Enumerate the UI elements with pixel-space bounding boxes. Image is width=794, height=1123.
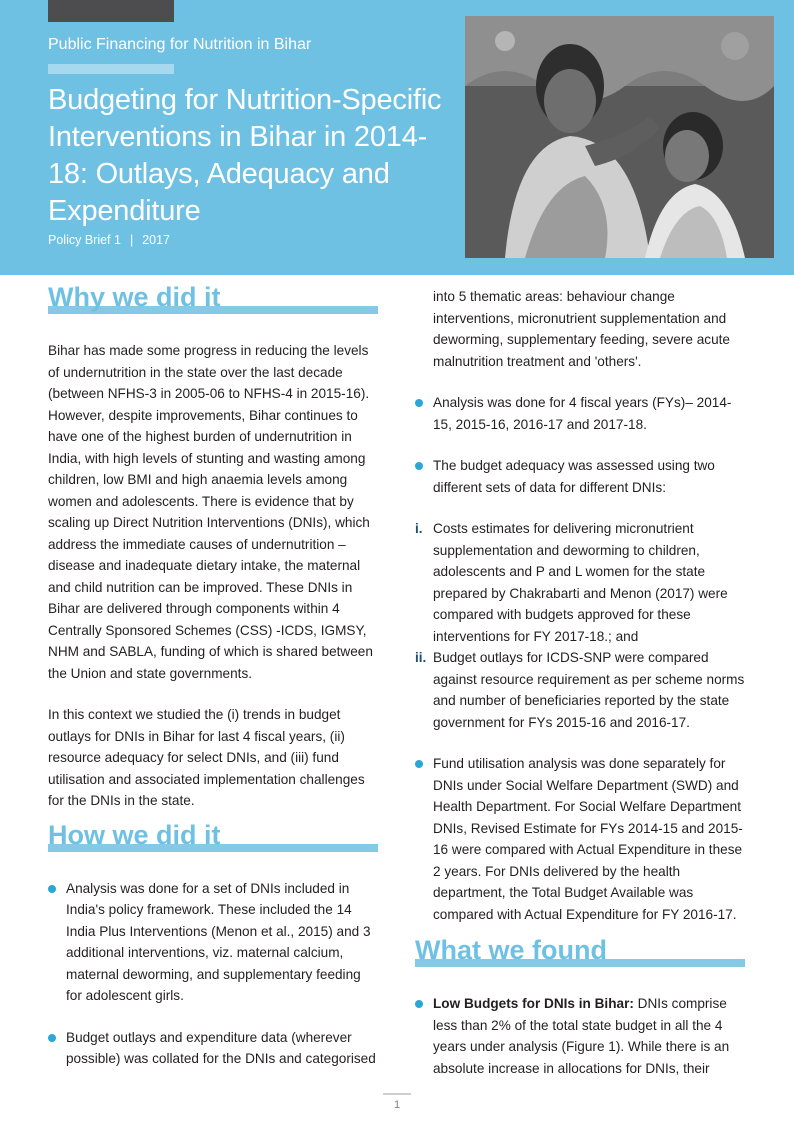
cover-photo-illustration [465, 16, 774, 258]
bullet-dot-icon [415, 760, 423, 768]
roman-item-1: Costs estimates for delivering micronutrient supplementation and deworming to children, adolescents and P and L women for the state prepared by Chakrabarti and Menon (2017) were compared with budgets approved for these interventions for FY 2017-18.; and [433, 521, 728, 644]
heading-how: How we did it [48, 819, 221, 850]
header-tab [48, 0, 174, 22]
heading-found: What we found [415, 935, 607, 965]
roman-list [415, 518, 747, 733]
cover-photo [465, 16, 774, 258]
bullet-dot-icon [415, 1000, 423, 1008]
page-number: 1 [383, 1093, 411, 1111]
header-banner [0, 0, 794, 275]
brief-label: Policy Brief 1 [48, 233, 121, 247]
meta-separator: | [129, 233, 134, 247]
list-item [415, 993, 747, 1079]
how-bullet-3: Analysis was done for 4 fiscal years (FYs)– 2014-15, 2015-16, 2016-17 and 2017-18. [433, 395, 732, 432]
bullet-dot-icon [415, 462, 423, 470]
section-why [48, 280, 380, 314]
found-bullet-1-text: DNIs comprise less than 2% of the total state budget in all the 4 years under analysis (Figure 1). While there is an absolute increase in allocations for DNIs, their [433, 996, 730, 1076]
left-column [48, 280, 380, 1070]
why-paragraph-2: In this context we studied the (i) trends in budget outlays for DNIs in Bihar for last 4 fiscal years, (ii) resource adequacy for select DNIs, and (iii) fund utilisation and associated implementation challenges for the DNIs in the state. [48, 707, 365, 808]
found-bullet-list [415, 993, 747, 1079]
bullet-dot-icon [415, 399, 423, 407]
how-bullet-1: Analysis was done for a set of DNIs included in India's policy framework. These included the 14 India Plus Interventions (Menon et al., 2015) and 3 additional interventions, viz. maternal calcium, maternal deworming, and supplementary feeding for adolescent girls. [66, 880, 371, 1003]
brief-year: 2017 [142, 233, 171, 247]
bullet-dot-icon [48, 1034, 56, 1042]
list-item-continued [415, 286, 747, 372]
right-column [415, 286, 747, 1079]
brief-meta [48, 233, 170, 247]
roman-num-2: ii. [415, 650, 427, 665]
how-bullet-2: Budget outlays and expenditure data (wherever possible) was collated for the DNIs and categorised [66, 1029, 376, 1066]
list-item [415, 392, 747, 435]
list-item [415, 753, 747, 925]
heading-why: Why we did it [48, 282, 221, 312]
why-paragraph-1: Bihar has made some progress in reducing the levels of undernutrition in the state over the last decade (between NFHS-3 in 2005-06 to NFHS-4 in 2015-16). However, despite improvements, Bihar continues to have one of the highest burden of undernutrition in India, with high levels of stunting and wasting among children, low BMI and high anaemia levels among women and adolescents. There is evidence that by scaling up Direct Nutrition Interventions (DNIs), which address the immediate causes of undernutrition – disease and inadequate dietary intake, the maternal and child nutrition can be improved. These DNIs in Bihar are delivered through components within 4 Centrally Sponsored Schemes (CSS) -ICDS, IGMSY, NHM and SABLA, funding of which is shared between the Union and state governments. [48, 343, 373, 681]
list-item [48, 878, 380, 1007]
section-found [415, 933, 747, 967]
how-bullet-list-cont [415, 392, 747, 498]
roman-num-1: i. [415, 521, 423, 536]
page-title: Budgeting for Nutrition-Specific Interventions in Bihar in 2014-18: Outlays, Adequacy and Expenditure [48, 84, 442, 227]
list-item [415, 518, 747, 647]
list-item [415, 455, 747, 498]
section-how [48, 818, 380, 852]
roman-item-2: Budget outlays for ICDS-SNP were compared against resource requirement as per scheme norms and number of beneficiaries reported by the state government for FYs 2015-16 and 2016-17. [433, 650, 745, 730]
found-bullet-1-lead: Low Budgets for DNIs in Bihar: [433, 996, 634, 1011]
list-item [415, 647, 747, 733]
series-title: Public Financing for Nutrition in Bihar [48, 36, 312, 53]
how-bullet-list [48, 878, 380, 1070]
how-bullet-2-continued: into 5 thematic areas: behaviour change interventions, micronutrient supplementation and deworming, supplementary feeding, severe acute malnutrition treatment and 'others'. [433, 289, 730, 369]
how-bullet-4: The budget adequacy was assessed using two different sets of data for different DNIs: [433, 458, 715, 495]
bullet-dot-icon [48, 885, 56, 893]
how-bullet-5: Fund utilisation analysis was done separately for DNIs under Social Welfare Department (SWD) and Health Department. For Social Welfare Department DNIs, Revised Estimate for FYs 2014-15 and 2015-16 were compared with Actual Expenditure in these 2 years. For DNIs delivered by the health department, the Total Budget Available was compared with Actual Expenditure for FY 2016-17. [433, 756, 743, 922]
list-item [48, 1027, 380, 1070]
title-rule [48, 64, 174, 74]
